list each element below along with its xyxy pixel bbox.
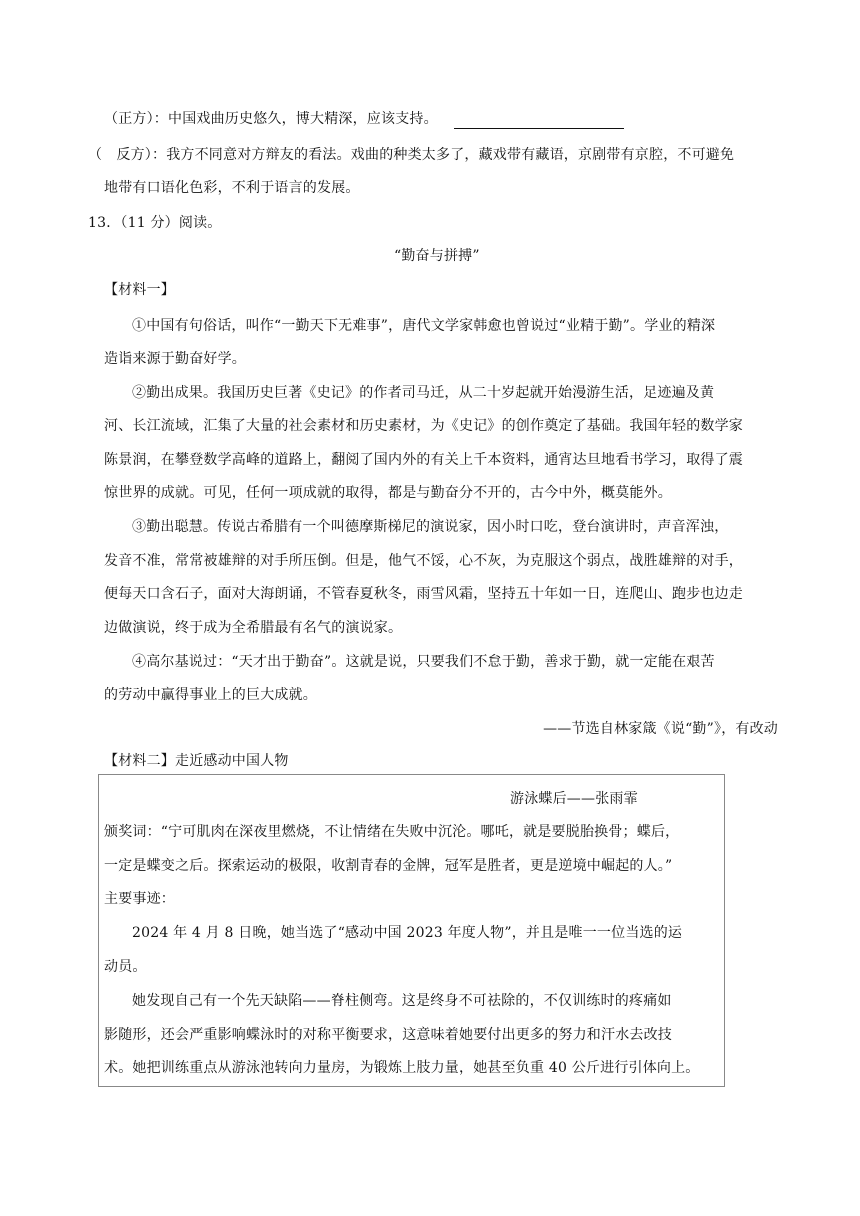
m2-deed-2-line-2: 影随形，还会严重影响蝶泳时的对称平衡要求，这意味着她要付出更多的努力和汗水去改技	[104, 1027, 672, 1043]
pro-text: 中国戏曲历史悠久，博大精深，应该支持。	[168, 111, 438, 127]
m2-deed-2-line-1: 她发现自己有一个先天缺陷——脊柱侧弯。这是终身不可祛除的，不仅训练时的疼痛如	[132, 993, 672, 1009]
question-task: （11 分）阅读。	[120, 215, 222, 231]
question-13-header	[88, 213, 222, 233]
m1-paragraph-2-line-4: 惊世界的成就。可见，任何一项成就的取得，都是与勤奋分不开的，古今中外，概莫能外。	[104, 485, 672, 501]
m2-box-title: 游泳蝶后——张雨霏	[510, 791, 638, 807]
material-two-heading: 【材料二】走近感动中国人物	[104, 753, 289, 769]
con-text-1: 我方不同意对方辩友的看法。戏曲的种类太多了，藏戏带有藏语，京剧带有京腔，不可避免	[166, 147, 735, 163]
con-text-2: 地带有口语化色彩，不利于语言的发展。	[104, 180, 360, 196]
question-number: 13．	[88, 215, 121, 231]
m2-award-line-2: 一定是蝶变之后。探索运动的极限，收割青春的金牌，冠军是胜者，更是逆境中崛起的人。”	[104, 858, 673, 874]
m2-deed-1-line-1: 2024 年 4 月 8 日晚，她当选了“感动中国 2023 年度人物”，并且是唯一一位当选的运	[132, 925, 683, 941]
m2-deed-2-line-3: 术。她把训练重点从游泳池转向力量房，为锻炼上肢力量，她甚至负重 40 公斤进行引体向上。	[104, 1060, 700, 1076]
con-statement-line-2	[104, 178, 360, 198]
material-one-heading: 【材料一】	[104, 282, 175, 298]
m1-paragraph-1-line-1: ①中国有句俗话，叫作“一勤天下无难事”，唐代文学家韩愈也曾说过“业精于勤”。学业的精深	[132, 318, 716, 334]
con-label: （ 反方）：	[88, 147, 167, 163]
m1-paragraph-2-line-3: 陈景润，在攀登数学高峰的道路上，翻阅了国内外的有关上千本资料，通宵达旦地看书学习，取得了震	[104, 452, 743, 468]
m1-source-citation: ——节选自林家箴《说“勤”》，有改动	[543, 721, 778, 737]
m2-deeds-label: 主要事迹：	[104, 891, 175, 907]
m2-deed-1-line-2: 动员。	[104, 959, 147, 975]
m1-paragraph-3-line-3: 便每天口含石子，面对大海朗诵，不管春夏秋冬，雨雪风霜，坚持五十年如一日，连爬山、跑步也边走	[104, 586, 743, 602]
m1-paragraph-3-line-1: ③勤出聪慧。传说古希腊有一个叫德摩斯梯尼的演说家，因小时口吃，登台演讲时，声音浑浊，	[132, 519, 729, 535]
m1-paragraph-2-line-1: ②勤出成果。我国历史巨著《史记》的作者司马迁，从二十岁起就开始漫游生活，足迹遍及黄	[132, 385, 715, 401]
pro-statement	[104, 109, 624, 129]
con-statement-line-1	[88, 145, 734, 165]
m2-award-line-1: 颁奖词：“宁可肌肉在深夜里燃烧，不让情绪在失败中沉沦。哪吒，就是要脱胎换骨；蝶后，	[104, 824, 680, 840]
m1-paragraph-4-line-1: ④高尔基说过：“天才出于勤奋”。这就是说，只要我们不怠于勤，善求于勤，就一定能在艰苦	[132, 654, 715, 670]
m1-paragraph-3-line-4: 边做演说，终于成为全希腊最有名气的演说家。	[104, 620, 403, 636]
m1-paragraph-3-line-2: 发音不准，常常被雄辩的对手所压倒。但是，他气不馁，心不灰，为克服这个弱点，战胜雄辩的对手，	[104, 553, 743, 569]
theme-title: “勤奋与拼搏”	[394, 248, 480, 264]
m1-paragraph-1-line-2: 造诣来源于勤奋好学。	[104, 351, 246, 367]
m1-paragraph-2-line-2: 河、长江流域，汇集了大量的社会素材和历史素材，为《史记》的创作奠定了基础。我国年轻的数学家	[104, 418, 743, 434]
pro-label: （正方）：	[104, 111, 168, 127]
m1-paragraph-4-line-2: 的劳动中赢得事业上的巨大成就。	[104, 687, 317, 703]
answer-blank[interactable]	[454, 114, 624, 129]
